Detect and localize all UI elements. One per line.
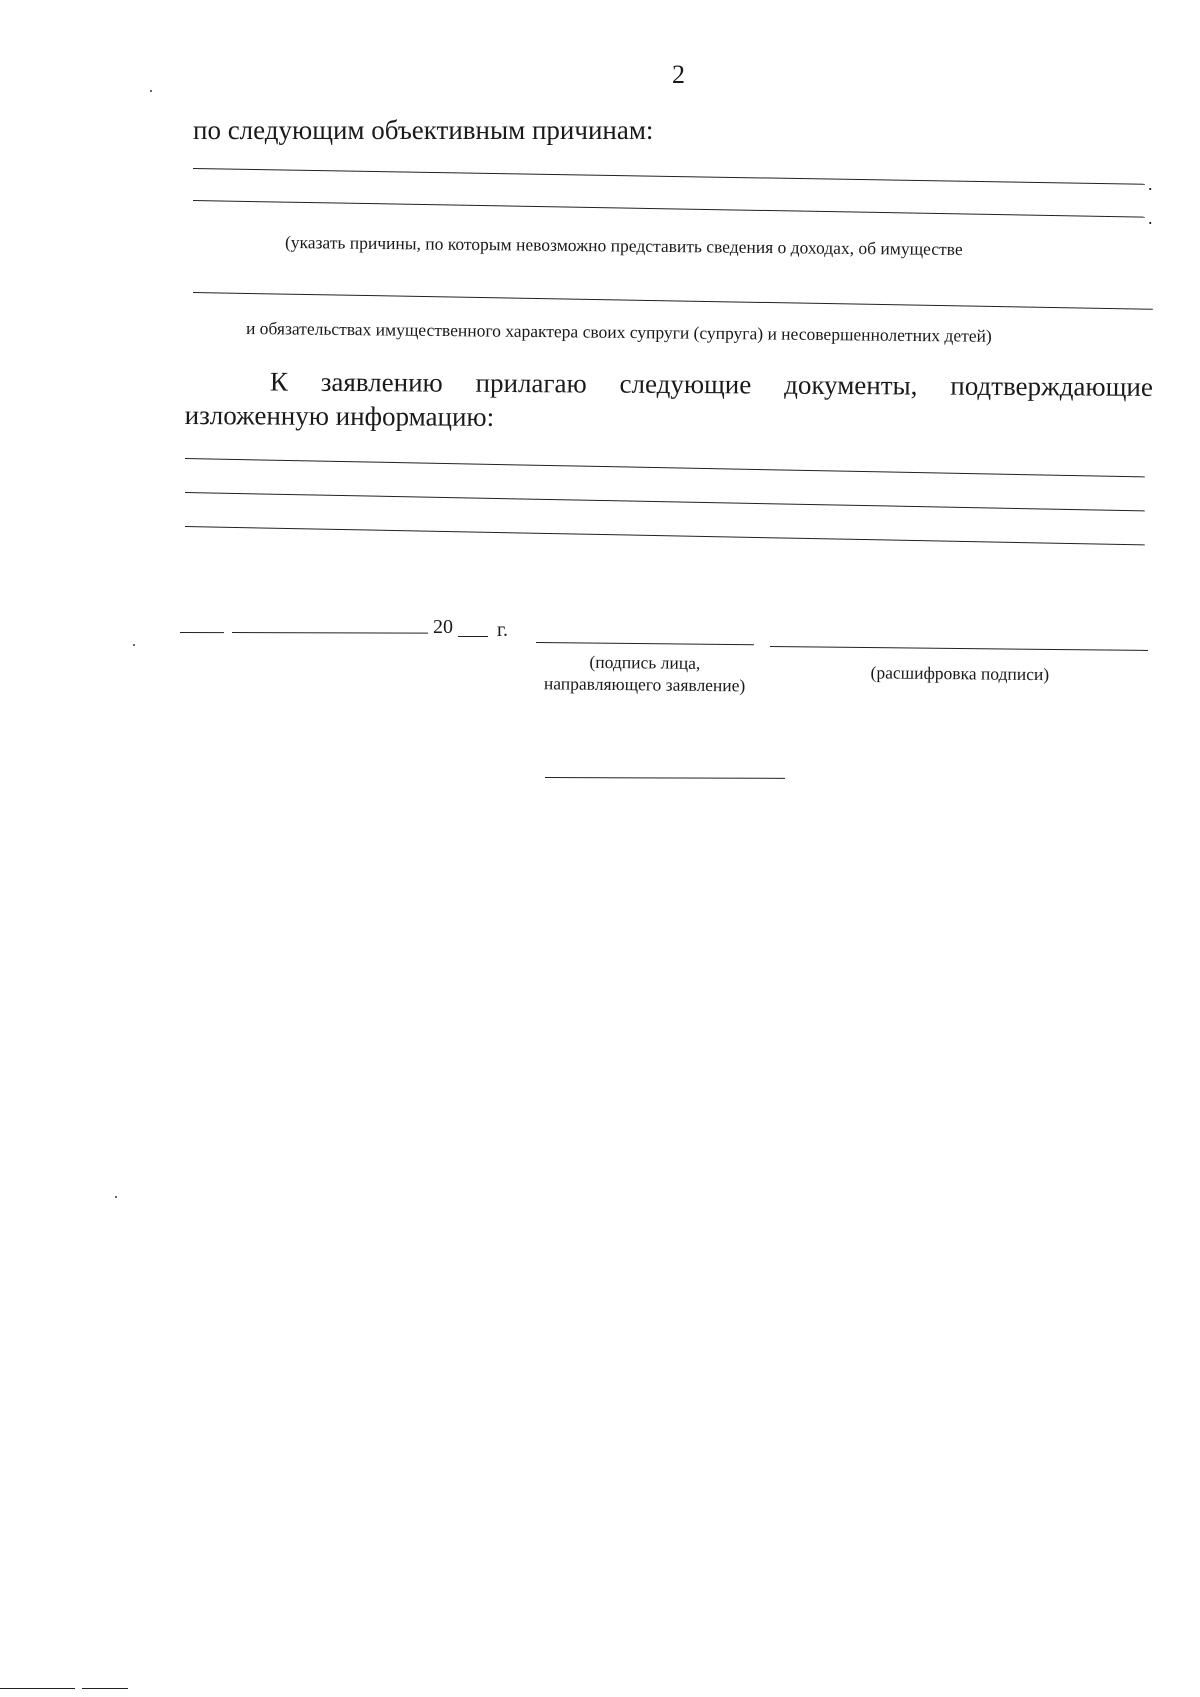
- attachment-paragraph-line-1: К заявлению прилагаю следующие документы, подтверждающие: [269, 366, 1153, 402]
- signature-caption: [515, 650, 775, 697]
- reason-line-1[interactable]: [193, 168, 1145, 185]
- date-year-prefix: 20: [433, 616, 453, 638]
- decoding-caption: (расшифровка подписи): [870, 662, 1050, 685]
- documents-line-3[interactable]: [185, 526, 1145, 545]
- signature-line[interactable]: [536, 642, 754, 645]
- reasons-lead-text: по следующим объективным причинам:: [193, 115, 654, 145]
- closing-separator-line: [545, 777, 785, 779]
- footer-rule-left: [0, 1688, 75, 1689]
- signature-decoding-line[interactable]: [770, 646, 1148, 651]
- margin-mark-1: [150, 90, 152, 92]
- attachment-paragraph-line-2: изложенную информацию:: [184, 399, 495, 432]
- documents-line-1[interactable]: [185, 458, 1145, 477]
- reasons-hint-line-1: (указать причины, по которым невозможно представить сведения о доходах, об имуществе: [284, 232, 963, 260]
- reason-line-2[interactable]: [193, 200, 1145, 218]
- margin-mark-2: [133, 644, 135, 646]
- date-year-suffix: г.: [497, 619, 508, 641]
- date-year-line[interactable]: [458, 636, 488, 637]
- reasons-hint-line-2: и обязательствах имущественного характера своих супруги (супруга) и несовершеннолетних детей): [245, 318, 992, 346]
- margin-mark-3: [115, 1196, 117, 1198]
- reason-line-3[interactable]: [193, 292, 1153, 310]
- page-number: 2: [672, 60, 685, 89]
- date-day-line[interactable]: [180, 632, 224, 633]
- signature-caption-line-1: (подпись лица,: [589, 651, 701, 673]
- attachment-paragraph: [185, 364, 1153, 438]
- footer-rule-right: [82, 1688, 128, 1689]
- signature-caption-line-2: направляющего заявление): [543, 673, 746, 696]
- documents-line-2[interactable]: [185, 492, 1145, 511]
- date-month-line[interactable]: [232, 632, 428, 634]
- reason-line-2-dot: .: [1148, 208, 1153, 228]
- reason-line-1-dot: .: [1148, 174, 1153, 194]
